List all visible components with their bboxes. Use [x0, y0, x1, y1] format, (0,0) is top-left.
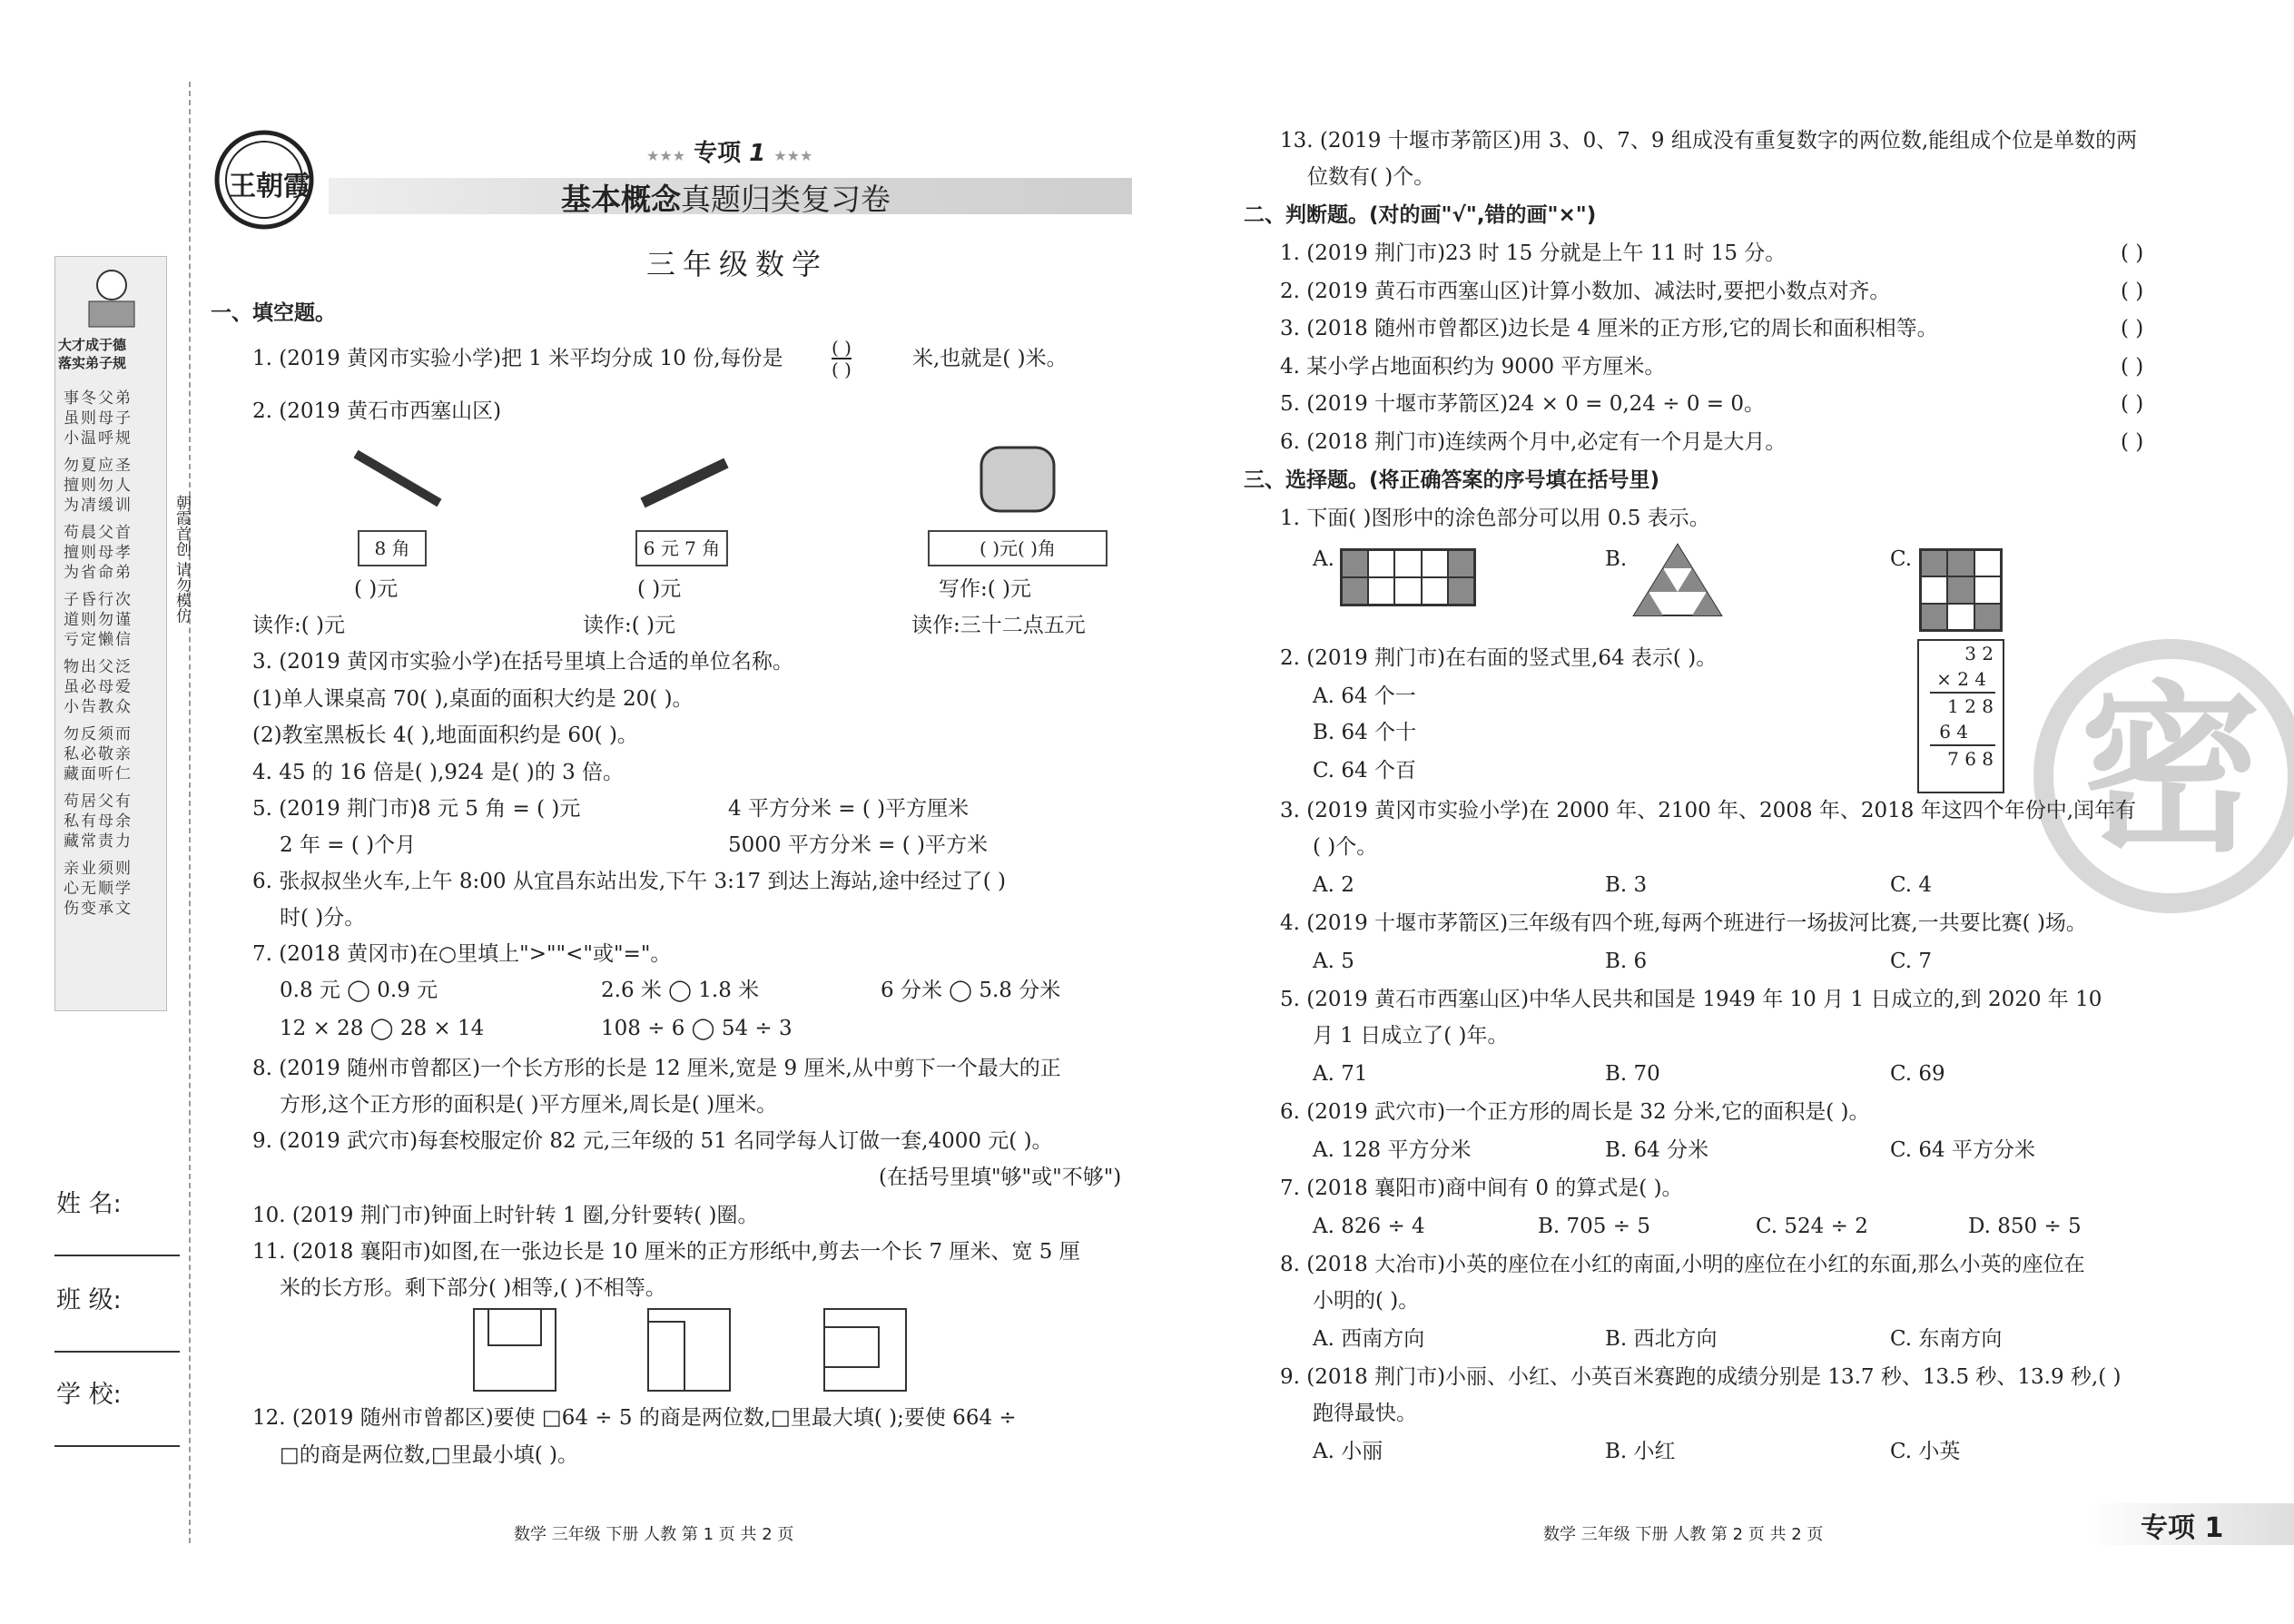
price-tag-2: 6 元 7 角: [635, 530, 728, 566]
read-1[interactable]: ( )元: [354, 577, 399, 601]
circle-blank[interactable]: ◯: [691, 1017, 715, 1040]
section-1-title: 一、填空题。: [211, 301, 336, 325]
poem-line: 小告教众: [64, 698, 133, 716]
judge-item: 6. (2018 荆门市)连续两个月中,必定有一个月是大月。: [1280, 429, 1787, 454]
c4-opt-b[interactable]: B. 6: [1605, 950, 1648, 973]
poem-line: 苟居父有: [64, 792, 133, 811]
answer-paren[interactable]: ( ): [2121, 241, 2144, 265]
poem-line: 子昏行次: [64, 591, 133, 609]
section-3-title: 三、选择题。(将正确答案的序号填在括号里): [1244, 468, 1660, 492]
c6-opt-b[interactable]: B. 64 分米: [1605, 1138, 1709, 1162]
c2-opt-c[interactable]: C. 64 个百: [1313, 759, 1416, 782]
c8-opt-a[interactable]: A. 西南方向: [1313, 1327, 1425, 1351]
name-label: 姓 名:: [56, 1190, 122, 1218]
poem-line: 苟晨父首: [64, 524, 133, 542]
motto-1: 大才成于德: [58, 337, 127, 353]
q7-title: 7. (2018 黄冈市)在○里填上">""<"或"="。: [252, 942, 672, 966]
c8-line1: 8. (2018 大冶市)小英的座位在小红的南面,小明的座位在小红的东面,那么小英的座位在: [1280, 1253, 2085, 1276]
class-line[interactable]: [54, 1351, 180, 1353]
q10-text: 10. (2019 荆门市)钟面上时针转 1 圈,分针要转( )圈。: [252, 1204, 759, 1227]
c5-line2: 月 1 日成立了( )年。: [1313, 1024, 1509, 1048]
pen-icon: [635, 454, 735, 512]
c3-opt-a[interactable]: A. 2: [1313, 873, 1354, 897]
compare-item: 108 ÷ 6 ◯ 54 ÷ 3: [601, 1017, 793, 1040]
poem-line: 亏定懒信: [64, 631, 133, 649]
name-line[interactable]: [54, 1255, 180, 1256]
c3-opt-b[interactable]: B. 3: [1605, 873, 1648, 897]
c3-line2: ( )个。: [1313, 835, 1378, 859]
cut-square-1: [472, 1307, 559, 1398]
poem-line: 小温呼规: [64, 429, 133, 448]
q9-note: (在括号里填"够"或"不够"): [879, 1166, 1122, 1189]
poem-line: 心无顺学: [64, 880, 133, 898]
judge-item: 1. (2019 荆门市)23 时 15 分就是上午 11 时 15 分。: [1280, 241, 1787, 265]
q2-text: 2. (2019 黄石市西塞山区): [252, 399, 502, 423]
class-label: 班 级:: [56, 1286, 122, 1314]
footer-left: 数学 三年级 下册 人教 第 1 页 共 2 页: [514, 1525, 794, 1544]
answer-paren[interactable]: ( ): [2121, 429, 2144, 454]
triangle-figure: [1632, 543, 1723, 621]
c6-opt-c[interactable]: C. 64 平方分米: [1890, 1138, 2035, 1162]
q12-line1: 12. (2019 随州市曾都区)要使 □64 ÷ 5 的商是两位数,□里最大填( );要使 664 ÷: [252, 1406, 1017, 1430]
poem-line: 擅则母孝: [64, 544, 133, 562]
c6-text: 6. (2019 武穴市)一个正方形的周长是 32 分米,它的面积是( )。: [1280, 1100, 1870, 1124]
q11-line2: 米的长方形。剩下部分( )相等,( )不相等。: [280, 1276, 666, 1300]
judge-item: 4. 某小学占地面积约为 9000 平方厘米。: [1280, 354, 1666, 379]
judge-item: 5. (2019 十堰市茅箭区)24 × 0 = 0,24 ÷ 0 = 0。: [1280, 392, 1765, 416]
c2-text: 2. (2019 荆门市)在右面的竖式里,64 表示( )。: [1280, 646, 1718, 670]
poem-line: 亲业须则: [64, 860, 133, 878]
c7-text: 7. (2018 襄阳市)商中间有 0 的算式是( )。: [1280, 1176, 1683, 1200]
q5-b: 4 平方分米 = ( )平方厘米: [728, 797, 970, 821]
read-2b[interactable]: 读作:( )元: [583, 614, 676, 637]
q13-line1: 13. (2019 十堰市茅箭区)用 3、0、7、9 组成没有重复数字的两位数,能组成个位是单数的两: [1280, 129, 2138, 153]
circle-blank[interactable]: ◯: [668, 979, 692, 1002]
mascot-icon: [71, 265, 153, 329]
backpack-icon: [968, 434, 1068, 519]
c3-line1: 3. (2019 黄冈市实验小学)在 2000 年、2100 年、2008 年、2018 年这四个年份中,闰年有: [1280, 799, 2137, 822]
circle-blank[interactable]: ◯: [949, 979, 973, 1002]
poem-line: 勿反须而: [64, 725, 133, 743]
school-line[interactable]: [54, 1445, 180, 1447]
pencil-icon: [349, 447, 448, 514]
poem-line: 虽则母子: [64, 409, 133, 428]
c6-opt-a[interactable]: A. 128 平方分米: [1313, 1138, 1472, 1162]
c5-line1: 5. (2019 黄石市西塞山区)中华人民共和国是 1949 年 10 月 1 日成立的,到 2020 年 10: [1280, 988, 2102, 1011]
q5-c: 2 年 = ( )个月: [280, 833, 417, 857]
poem-line: 为省命弟: [64, 564, 133, 582]
c4-opt-a[interactable]: A. 5: [1313, 950, 1354, 973]
c1-opt-a[interactable]: A.: [1313, 547, 1334, 571]
price-tag-1: 8 角: [358, 530, 427, 566]
poem-line: 私有母余: [64, 812, 133, 831]
grid-c: [1919, 548, 2003, 632]
compare-item: 2.6 米 ◯ 1.8 米: [601, 979, 760, 1002]
logo-text: 王朝霞: [229, 171, 310, 202]
q4-text: 4. 45 的 16 倍是( ),924 是( )的 3 倍。: [252, 761, 625, 784]
q8-line2: 方形,这个正方形的面积是( )平方厘米,周长是( )厘米。: [280, 1093, 778, 1117]
c5-opt-b[interactable]: B. 70: [1605, 1062, 1660, 1086]
read-3b: 读作:三十二点五元: [911, 614, 1086, 637]
poem-line: 物出父泛: [64, 658, 133, 676]
c9-opt-c[interactable]: C. 小英: [1890, 1440, 1961, 1463]
footer-right: 数学 三年级 下册 人教 第 2 页 共 2 页: [1543, 1525, 1824, 1544]
circle-blank[interactable]: ◯: [369, 1017, 394, 1040]
c2-opt-b[interactable]: B. 64 个十: [1313, 721, 1417, 744]
c1-text: 1. 下面( )图形中的涂色部分可以用 0.5 表示。: [1280, 507, 1710, 530]
c3-opt-c[interactable]: C. 4: [1890, 873, 1933, 897]
read-1b[interactable]: 读作:( )元: [252, 614, 346, 637]
c8-line2: 小明的( )。: [1313, 1289, 1420, 1313]
poem-line: 虽必母爱: [64, 678, 133, 696]
judge-item: 3. (2018 随州市曾都区)边长是 4 厘米的正方形,它的周长和面积相等。: [1280, 317, 1938, 340]
q1-text-end: 米,也就是( )米。: [912, 347, 1068, 370]
answer-paren[interactable]: ( ): [2121, 392, 2144, 416]
c8-opt-b[interactable]: B. 西北方向: [1605, 1327, 1718, 1351]
q1-text: 1. (2019 黄冈市实验小学)把 1 米平均分成 10 份,每份是: [252, 347, 783, 370]
c2-opt-a[interactable]: A. 64 个一: [1313, 684, 1416, 708]
c7-opt-b[interactable]: B. 705 ÷ 5: [1538, 1215, 1650, 1238]
poem-line: 为凊缓训: [64, 497, 133, 515]
q1-fraction[interactable]: ( ) ( ): [832, 337, 852, 380]
motto-2: 落实弟子规: [58, 355, 127, 371]
poem-line: 私必敬亲: [64, 745, 133, 763]
c4-opt-c[interactable]: C. 7: [1890, 950, 1933, 973]
c7-opt-c[interactable]: C. 524 ÷ 2: [1756, 1215, 1868, 1238]
answer-paren[interactable]: ( ): [2121, 279, 2144, 303]
c1-opt-b[interactable]: B.: [1605, 547, 1628, 571]
poem-block: [64, 389, 154, 919]
price-tag-3[interactable]: ( )元( )角: [928, 530, 1108, 566]
q3-1: (1)单人课桌高 70( ),桌面的面积大约是 20( )。: [252, 687, 694, 711]
read-2[interactable]: ( )元: [637, 577, 682, 601]
q6-line2: 时( )分。: [280, 906, 366, 930]
c5-opt-a[interactable]: A. 71: [1313, 1062, 1368, 1086]
c9-line1: 9. (2018 荆门市)小丽、小红、小英百米赛跑的成绩分别是 13.7 秒、13.5 秒、13.9 秒,( ): [1280, 1365, 2122, 1389]
q9-line1: 9. (2019 武穴市)每套校服定价 82 元,三年级的 51 名同学每人订做一套,4000 元( )。: [252, 1129, 1053, 1153]
poem-line: 事冬父弟: [64, 389, 133, 408]
page-title: 基本概念真题归类复习卷: [561, 182, 891, 217]
poem-line: 伤变承文: [64, 900, 133, 918]
compare-item: 0.8 元 ◯ 0.9 元: [280, 979, 438, 1002]
poem-line: 藏常责力: [64, 832, 133, 851]
confidential-stamp: 密: [2030, 635, 2294, 917]
write-3[interactable]: 写作:( )元: [939, 577, 1032, 601]
section-tag-label: 专项 1: [2141, 1512, 2224, 1544]
page-subtitle: 三年级数学: [646, 247, 829, 281]
school-label: 学 校:: [56, 1381, 122, 1409]
section-2-title: 二、判断题。(对的画"√",错的画"×"): [1244, 203, 1597, 227]
judge-item: 2. (2019 黄石市西塞山区)计算小数加、减法时,要把小数点对齐。: [1280, 279, 1891, 303]
circle-blank[interactable]: ◯: [347, 979, 370, 1002]
grid-a: [1340, 548, 1476, 606]
poem-line: 擅则勿人: [64, 477, 133, 495]
c4-text: 4. (2019 十堰市茅箭区)三年级有四个班,每两个班进行一场拔河比赛,一共要比赛( )场。: [1280, 911, 2087, 935]
c7-opt-a[interactable]: A. 826 ÷ 4: [1313, 1215, 1425, 1238]
c1-opt-c[interactable]: C.: [1890, 547, 1913, 571]
cut-square-3: [822, 1307, 910, 1398]
c5-opt-c[interactable]: C. 69: [1890, 1062, 1945, 1086]
vertical-multiplication: 3 2 × 2 4 1 2 8 6 4 7 6 8: [1917, 639, 2004, 793]
c8-opt-c[interactable]: C. 东南方向: [1890, 1327, 2003, 1351]
answer-paren[interactable]: ( ): [2121, 354, 2144, 379]
q13-line2: 位数有( )个。: [1307, 165, 1435, 189]
poem-line: 道则勿谨: [64, 611, 133, 629]
q12-line2: □的商是两位数,□里最小填( )。: [280, 1443, 579, 1467]
compare-item: 6 分米 ◯ 5.8 分米: [881, 979, 1061, 1002]
c9-line2: 跑得最快。: [1313, 1402, 1417, 1425]
q11-line1: 11. (2018 襄阳市)如图,在一张边长是 10 厘米的正方形纸中,剪去一个长 7 厘米、宽 5 厘: [252, 1240, 1080, 1264]
q8-line1: 8. (2019 随州市曾都区)一个长方形的长是 12 厘米,宽是 9 厘米,从中剪下一个最大的正: [252, 1057, 1061, 1080]
q5-a: 5. (2019 荆门市)8 元 5 角 = ( )元: [252, 797, 581, 821]
vertical-notice: 朝霞首创 请勿模仿: [172, 495, 191, 624]
q5-d: 5000 平方分米 = ( )平方米: [728, 833, 988, 857]
q6-line1: 6. 张叔叔坐火车,上午 8:00 从宜昌东站出发,下午 3:17 到达上海站,途中经过了( ): [252, 870, 1006, 893]
c9-opt-b[interactable]: B. 小红: [1605, 1440, 1676, 1463]
poem-line: 勿夏应圣: [64, 457, 133, 475]
c7-opt-d[interactable]: D. 850 ÷ 5: [1968, 1215, 2082, 1238]
fold-line: [189, 82, 191, 1543]
cut-square-2: [646, 1307, 733, 1398]
c9-opt-a[interactable]: A. 小丽: [1313, 1440, 1383, 1463]
q3-text: 3. (2019 黄冈市实验小学)在括号里填上合适的单位名称。: [252, 650, 794, 674]
poem-line: 藏面听仁: [64, 765, 133, 783]
series-label: ★★★ 专项 1 ★★★: [646, 140, 813, 167]
compare-item: 12 × 28 ◯ 28 × 14: [280, 1017, 485, 1040]
q3-2: (2)教室黑板长 4( ),地面面积约是 60( )。: [252, 723, 638, 747]
answer-paren[interactable]: ( ): [2121, 317, 2144, 340]
